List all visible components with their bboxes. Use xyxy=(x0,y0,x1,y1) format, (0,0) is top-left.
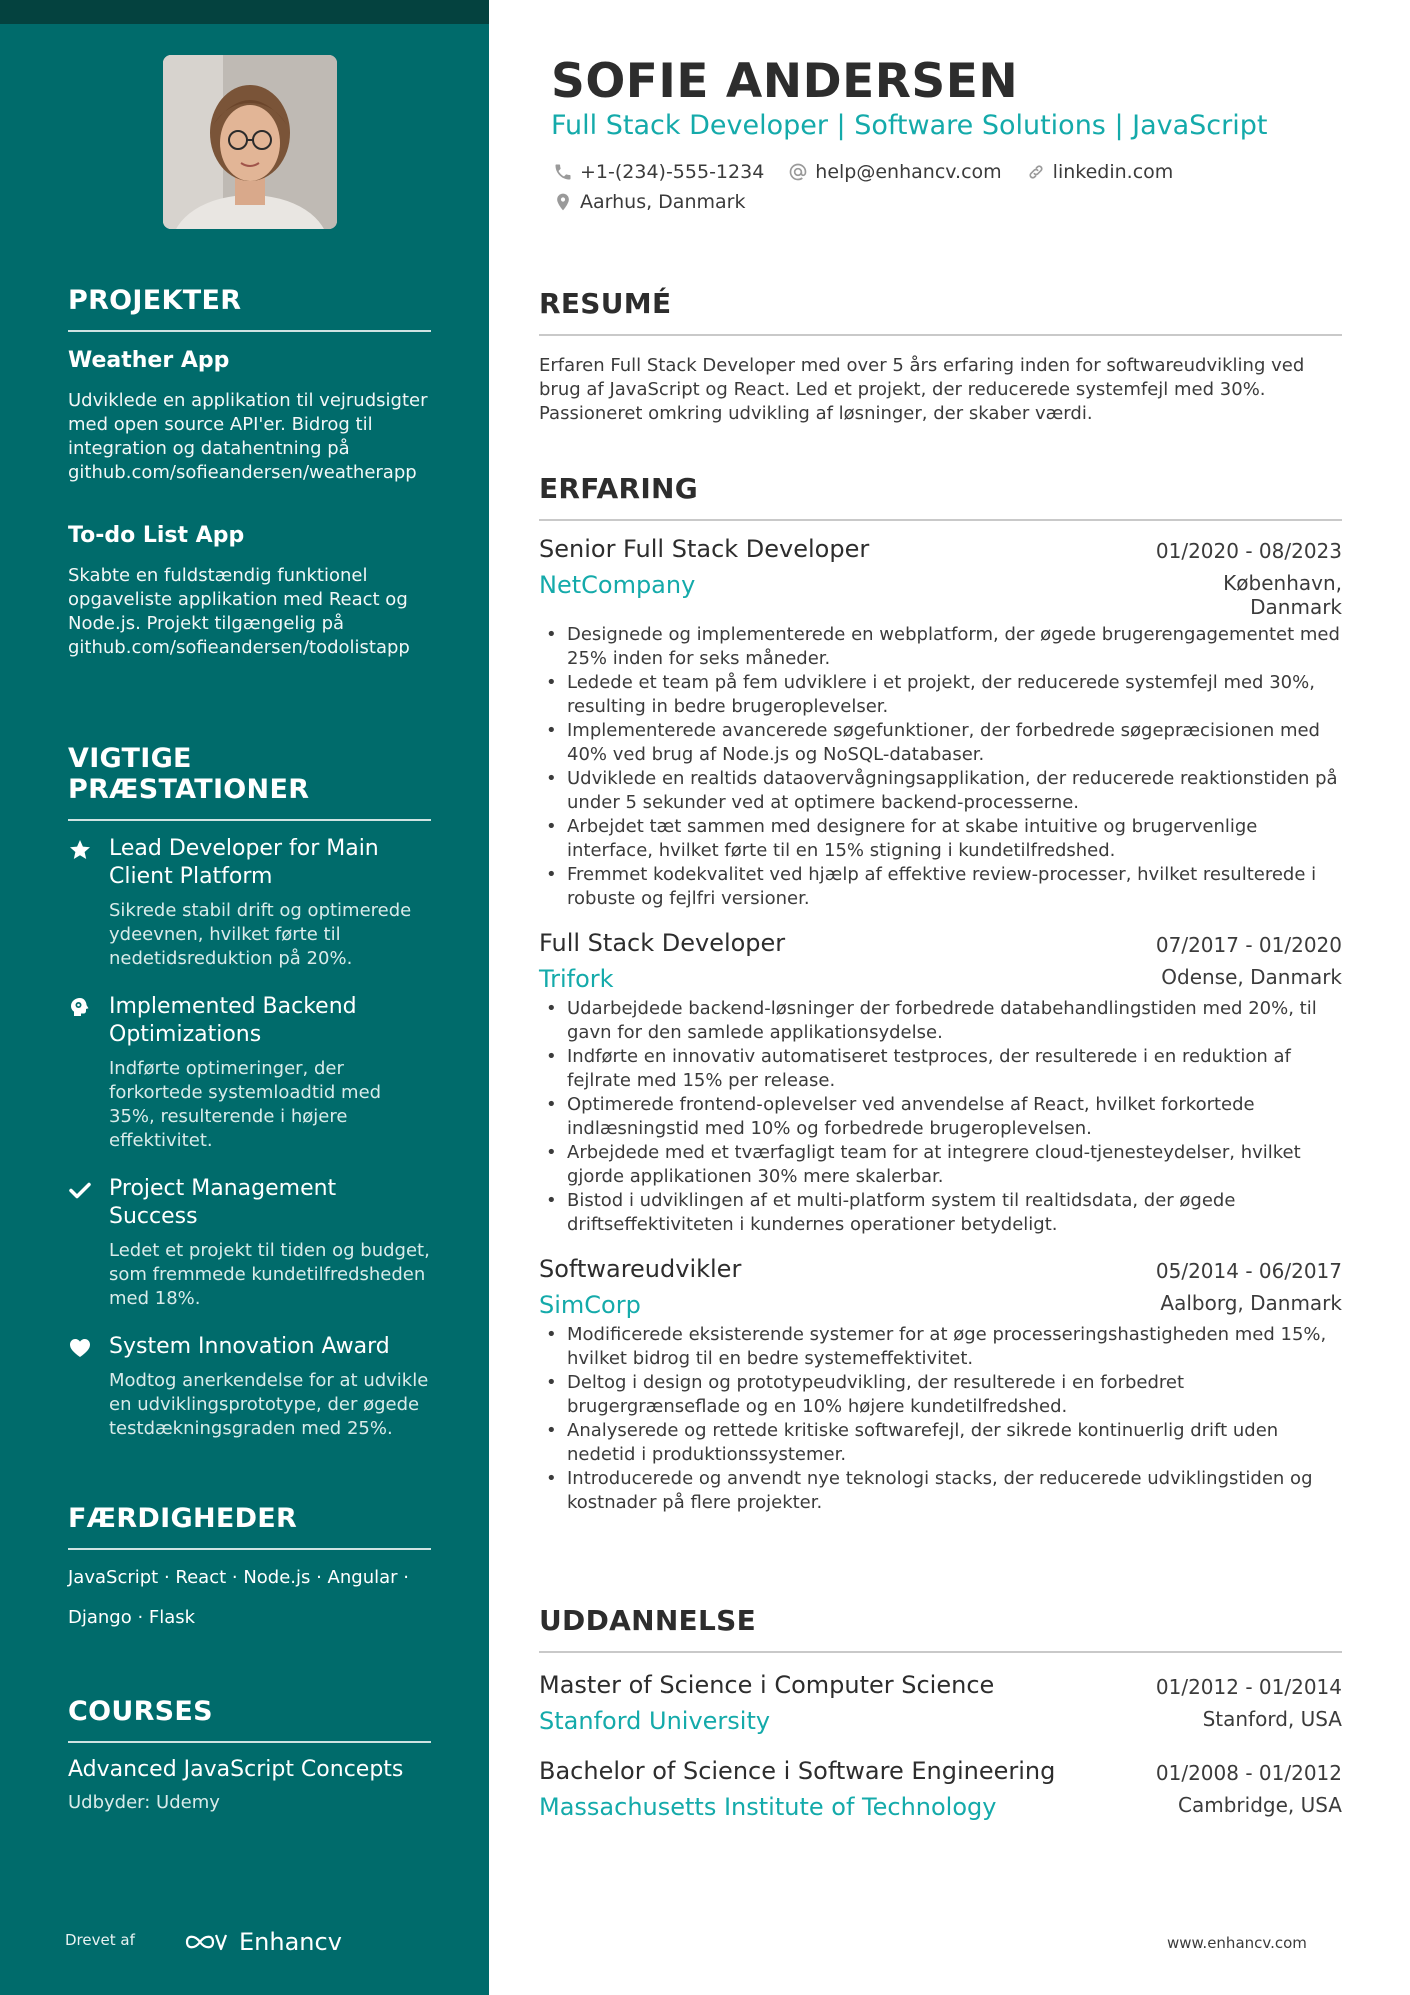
job-bullets xyxy=(539,1323,1342,1515)
profile-photo-image xyxy=(163,55,337,229)
star-icon xyxy=(68,838,92,862)
skills-heading: FÆRDIGHEDER xyxy=(68,1503,431,1550)
job-title: Senior Full Stack Developer xyxy=(539,535,870,563)
course-provider: Udbyder: Udemy xyxy=(68,1792,220,1813)
skills-line: Django · Flask xyxy=(68,1607,196,1628)
achievement-description: Sikrede stabil drift og optimerede ydeevnen, hvilket førte til nedetidsreduktion på 20%. xyxy=(109,900,412,969)
degree-title: Master of Science i Computer Science xyxy=(539,1671,995,1699)
courses-section xyxy=(68,1696,431,1813)
candidate-name: SOFIE ANDERSEN xyxy=(551,54,1019,109)
list-item: • Optimerede frontend-oplevelser ved anvendelse af React, hvilket forkortede indlæsningstid med 10% og forbedrede brugeroplevelsen. xyxy=(539,1093,1342,1141)
contact-email[interactable] xyxy=(788,161,1001,183)
courses-heading: COURSES xyxy=(68,1696,431,1743)
contact-location xyxy=(553,191,745,213)
job-location: Odense, Danmark xyxy=(1161,965,1342,989)
sidebar-top-band xyxy=(0,0,489,24)
list-item: • Indførte en innovativ automatiseret testproces, der resulterede i en reduktion af fejlrate med 15% per release. xyxy=(539,1045,1342,1093)
skills-section xyxy=(68,1503,431,1638)
experience-heading: ERFARING xyxy=(539,472,1342,521)
projects-heading: PROJEKTER xyxy=(68,285,431,332)
skills-list xyxy=(68,1558,431,1638)
contact-phone[interactable] xyxy=(553,161,764,183)
project-item xyxy=(68,348,431,485)
job-entry xyxy=(539,535,1342,911)
job-bullets xyxy=(539,997,1342,1237)
achievement-description: Modtog anerkendelse for at udvikle en udviklingsprototype, der øgede testdækningsgraden med 25%. xyxy=(109,1370,429,1439)
sidebar xyxy=(0,0,489,1995)
enhancv-logo-icon xyxy=(183,1930,229,1954)
contact-row xyxy=(553,161,1197,183)
company-name: NetCompany xyxy=(539,571,696,599)
contact-row xyxy=(553,191,769,213)
job-location-line: Danmark xyxy=(1250,595,1342,619)
phone-icon xyxy=(553,162,573,182)
education-location: Stanford, USA xyxy=(1202,1707,1342,1731)
school-name: Stanford University xyxy=(539,1707,771,1735)
candidate-subtitle: Full Stack Developer | Software Solutions | JavaScript xyxy=(551,110,1268,141)
list-item: • Fremmet kodekvalitet ved hjælp af effektive review-processer, hvilket resulterede i robuste og fejlfri versioner. xyxy=(539,863,1342,911)
achievement-item xyxy=(68,1175,431,1311)
list-item: • Udarbejdede backend-løsninger der forbedrede databehandlingstiden med 20%, til gavn for den samlede applikationsydelse. xyxy=(539,997,1342,1045)
experience-section xyxy=(539,472,1342,1515)
job-title: Softwareudvikler xyxy=(539,1255,742,1283)
education-location: Cambridge, USA xyxy=(1178,1793,1342,1817)
achievement-title: Project Management Success xyxy=(109,1176,337,1229)
list-item: • Designede og implementerede en webplatform, der øgede brugerengagementet med 25% inden for seks måneder. xyxy=(539,623,1342,671)
list-item: • Implementerede avancerede søgefunktioner, der forbedrede søgepræcisionen med 40% ved brug af Node.js og NoSQL-databaser. xyxy=(539,719,1342,767)
education-entry xyxy=(539,1671,1342,1735)
achievement-title: Implemented Backend Optimizations xyxy=(109,994,357,1047)
powered-by-label: Drevet af xyxy=(65,1931,135,1949)
project-item xyxy=(68,523,431,660)
job-location: Aalborg, Danmark xyxy=(1160,1291,1342,1315)
job-dates: 01/2020 - 08/2023 xyxy=(1155,539,1342,563)
course-title: Advanced JavaScript Concepts xyxy=(68,1757,404,1782)
list-item: • Udviklede en realtids dataovervågningsapplikation, der reducerede reaktionstiden på under 5 sekunder ved at optimere backend-processerne. xyxy=(539,767,1342,815)
list-item: • Bistod i udviklingen af et multi-platform system til realtidsdata, der øgede driftseffektiviteten i kundernes operationer betydeligt. xyxy=(539,1189,1342,1237)
list-item: • Analyserede og rettede kritiske softwarefejl, der sikrede kontinuerlig drift uden nedetid i produktionssystemer. xyxy=(539,1419,1342,1467)
email-text: help@enhancv.com xyxy=(815,161,1002,183)
job-location xyxy=(1223,571,1342,619)
job-bullets xyxy=(539,623,1342,911)
education-entry xyxy=(539,1757,1342,1821)
achievement-title: Lead Developer for Main Client Platform xyxy=(109,836,379,889)
phone-text: +1-(234)-555-1234 xyxy=(580,161,765,183)
link-icon xyxy=(1026,162,1046,182)
skills-line: JavaScript · React · Node.js · Angular · xyxy=(68,1567,409,1588)
list-item: • Modificerede eksisterende systemer for at øge processeringshastigheden med 15%, hvilket bidrog til en bedre systemeffektivitet. xyxy=(539,1323,1342,1371)
footer-url[interactable]: www.enhancv.com xyxy=(1167,1934,1307,1952)
contact-linkedin[interactable] xyxy=(1026,161,1174,183)
company-name: Trifork xyxy=(539,965,614,993)
achievement-item xyxy=(68,1333,431,1441)
list-item: • Ledede et team på fem udviklere i et projekt, der reducerede systemfejl med 30%, resulting in bedre brugeroplevelser. xyxy=(539,671,1342,719)
location-text: Aarhus, Danmark xyxy=(580,191,746,213)
check-icon xyxy=(68,1178,92,1202)
job-title: Full Stack Developer xyxy=(539,929,786,957)
at-icon xyxy=(788,162,808,182)
main-content xyxy=(539,0,1342,1995)
education-dates: 01/2008 - 01/2012 xyxy=(1155,1761,1342,1785)
achievement-item xyxy=(68,835,431,971)
job-location-line: København, xyxy=(1223,571,1342,595)
project-title: Weather App xyxy=(68,348,230,373)
summary-heading: RESUMÉ xyxy=(539,287,1342,336)
projects-section xyxy=(68,285,431,660)
enhancv-logo-text: Enhancv xyxy=(239,1928,342,1956)
achievement-description: Ledet et projekt til tiden og budget, som fremmede kundetilfredsheden med 18%. xyxy=(109,1240,430,1309)
education-section xyxy=(539,1604,1342,1821)
brain-icon xyxy=(68,996,92,1020)
enhancv-logo[interactable] xyxy=(183,1928,342,1956)
project-description: Skabte en fuldstændig funktionel opgaveliste applikation med React og Node.js. Projekt tilgængelig på github.com/sofieandersen/todolistapp xyxy=(68,565,410,658)
job-dates: 07/2017 - 01/2020 xyxy=(1155,933,1342,957)
achievement-description: Indførte optimeringer, der forkortede systemloadtid med 35%, resulterende i højere effektivitet. xyxy=(109,1058,382,1151)
summary-text: Erfaren Full Stack Developer med over 5 års erfaring inden for softwareudvikling ved brug af JavaScript og React. Led et projekt, der reducerede systemfejl med 30%. Passioneret omkring udvikling af løsninger, der skaber værdi. xyxy=(539,355,1305,424)
education-heading: UDDANNELSE xyxy=(539,1604,1342,1653)
project-title: To-do List App xyxy=(68,523,245,548)
school-name: Massachusetts Institute of Technology xyxy=(539,1793,997,1821)
job-entry xyxy=(539,1255,1342,1515)
profile-photo xyxy=(163,55,337,229)
achievement-title: System Innovation Award xyxy=(109,1334,390,1359)
list-item: • Arbejdede med et tværfagligt team for at integrere cloud-tjenesteydelser, hvilket gjorde applikationen 30% mere skalerbar. xyxy=(539,1141,1342,1189)
education-dates: 01/2012 - 01/2014 xyxy=(1155,1675,1342,1699)
achievements-section xyxy=(68,743,431,1441)
achievement-item xyxy=(68,993,431,1153)
linkedin-text: linkedin.com xyxy=(1052,161,1174,183)
list-item: • Introducerede og anvendt nye teknologi stacks, der reducerede udviklingstiden og kostnader på flere projekter. xyxy=(539,1467,1342,1515)
heart-icon xyxy=(68,1336,92,1360)
degree-title: Bachelor of Science i Software Engineering xyxy=(539,1757,1056,1785)
location-pin-icon xyxy=(553,192,573,212)
project-description: Udviklede en applikation til vejrudsigter med open source API'er. Bidrog til integration og datahentning på github.com/sofieandersen/weatherapp xyxy=(68,390,428,483)
list-item: • Arbejdet tæt sammen med designere for at skabe intuitive og brugervenlige interface, hvilket førte til en 15% stigning i kundetilfredshed. xyxy=(539,815,1342,863)
job-entry xyxy=(539,929,1342,1237)
job-dates: 05/2014 - 06/2017 xyxy=(1155,1259,1342,1283)
list-item: • Deltog i design og prototypeudvikling, der resulterede i en forbedret brugergrænseflade og en 10% højere kundetilfredshed. xyxy=(539,1371,1342,1419)
achievements-heading: VIGTIGE PRÆSTATIONER xyxy=(68,743,431,821)
summary-section xyxy=(539,287,1342,426)
company-name: SimCorp xyxy=(539,1291,641,1319)
